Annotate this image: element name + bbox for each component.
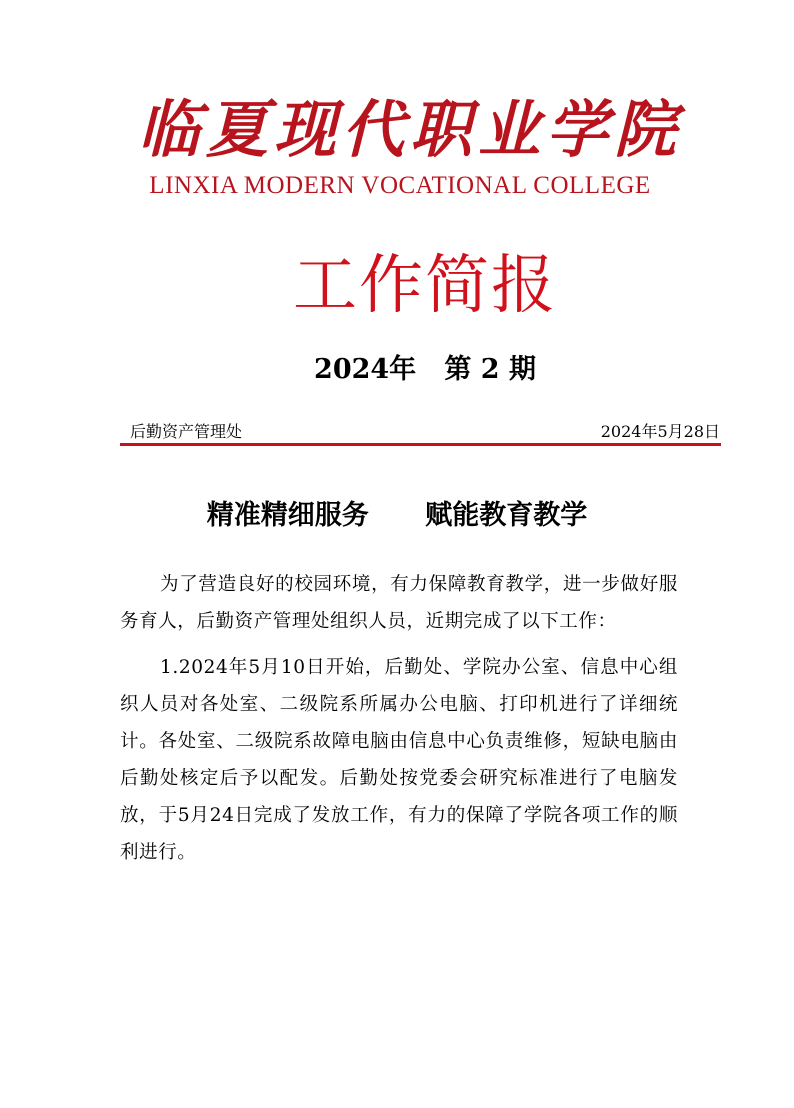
college-logo-chinese: 临夏现代职业学院 [137, 93, 682, 166]
article-title: 精准精细服务 赋能教育教学 [206, 500, 588, 531]
article-paragraph: 1.2024年5月10日开始，后勤处、学院办公室、信息中心组织人员对各处室、二级院系所属办公电脑、打印机进行了详细统计。各处室、二级院系故障电脑由信息中心负责维修，短缺电脑由后勤处核定后予以配发。后勤处按党委会研究标准进行了电脑发放，于5月24日完成了发放工作，有力的保障了学院各项工作的顺利进行。 [120, 657, 678, 863]
issue-date: 2024年5月28日 [600, 422, 720, 441]
college-logo-english: LINXIA MODERN VOCATIONAL COLLEGE [149, 172, 651, 199]
issuing-department: 后勤资产管理处 [130, 422, 243, 441]
document-title: 工作简报 [293, 249, 557, 323]
document-meta-row [120, 420, 720, 444]
issue-number: 2024年 第 2 期 [314, 354, 536, 385]
red-divider-line [120, 443, 721, 446]
article-paragraph: 为了营造良好的校园环境，有力保障教育教学，进一步做好服务育人，后勤资产管理处组织人员，近期完成了以下工作： [120, 574, 678, 632]
